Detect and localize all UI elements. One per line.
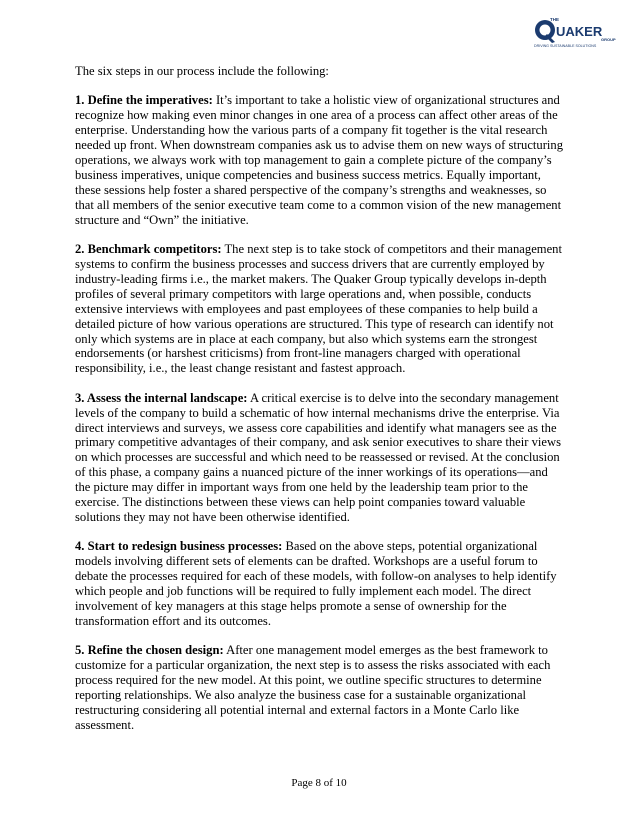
step-assess-internal-landscape xyxy=(75,391,563,525)
page-number: Page 8 of 10 xyxy=(291,777,347,789)
step-heading: 2. Benchmark competitors: xyxy=(75,242,222,257)
step-heading: 1. Define the imperatives: xyxy=(75,93,213,108)
step-redesign-processes xyxy=(75,539,563,628)
document-body xyxy=(75,64,563,747)
logo-group: GROUP xyxy=(601,37,616,42)
logo-tagline: DRIVING SUSTAINABLE SOLUTIONS xyxy=(534,44,597,48)
step-body: A critical exercise is to delve into the secondary management levels of the company to build a schematic of how internal mechanisms drive the enterprise. Via direct interviews and surveys, we assess core capabilities and identify what managers see as the primary competitive advantages of their company, and ask senior executives to share their views on which processes are successful and which need to be reassessed or revised. At the conclusion of this phase, a company gains a nuanced picture of the inner workings of its operations—and the picture may differ in important ways from one held by the leadership team prior to the exercise. The distinctions between these views can help point companies toward valuable solutions they may not have been otherwise identified. xyxy=(75,390,561,524)
intro-paragraph: The six steps in our process include the following: xyxy=(75,64,329,78)
step-body: Based on the above steps, potential organizational models involving different sets of elements can be drafted. Workshops are a useful forum to debate the processes required for each of these models, with follow-on analyses to help identify which people and job functions will be required to fully implement each model. The direct involvement of key managers at this stage helps promote a sense of ownership for the transformation effort and its outcomes. xyxy=(75,539,557,628)
step-body: The next step is to take stock of competitors and their management systems to confirm the business processes and success drivers that are currently employed by industry-leading firms i.e., the market makers. The Quaker Group typically develops in-depth profiles of several primary competitors with large operations and, when possible, conducts extensive interviews with employees and past employees of these companies to help build a detailed picture of how various operations are structured. This type of research can identify not only which systems are in place at each company, but also which systems earn the strongest endorsements (or harshest criticisms) from front-line managers charged with operational responsibility, i.e., the least change resistant and fastest approach. xyxy=(75,242,562,376)
step-refine-design xyxy=(75,643,563,732)
step-define-imperatives xyxy=(75,93,563,227)
step-heading: 4. Start to redesign business processes: xyxy=(75,539,283,554)
step-body: After one management model emerges as the best framework to customize for a particular organization, the next step is to assess the risks associated with each process required for the new model. At this point, we outline specific structures to determine reporting relationships. We also analyze the business case for a sustainable organizational restructuring considering all potential internal and external factors in a Monte Carlo like assessment. xyxy=(75,643,551,732)
quaker-group-logo xyxy=(533,15,621,49)
step-heading: 3. Assess the internal landscape: xyxy=(75,390,248,405)
logo-small-word: THE xyxy=(550,17,559,22)
step-benchmark-competitors xyxy=(75,242,563,376)
logo-word: UAKER xyxy=(556,24,603,39)
step-body: It’s important to take a holistic view of organizational structures and recognize how making even minor changes in one area of a process can affect other areas of the enterprise. Understanding how the various parts of a company fit together is the vital research needed up front. When downstream companies ask us to advise them on new ways of structuring operations, we always work with top management to gain a complete picture of the company’s business imperatives, unique competencies and business success metrics. Equally important, these sessions help foster a shared perspective of the company’s strengths and weaknesses, so that all members of the senior executive team come to a common vision of the new management structure and “Own” the initiative. xyxy=(75,93,564,227)
step-heading: 5. Refine the chosen design: xyxy=(75,643,224,658)
